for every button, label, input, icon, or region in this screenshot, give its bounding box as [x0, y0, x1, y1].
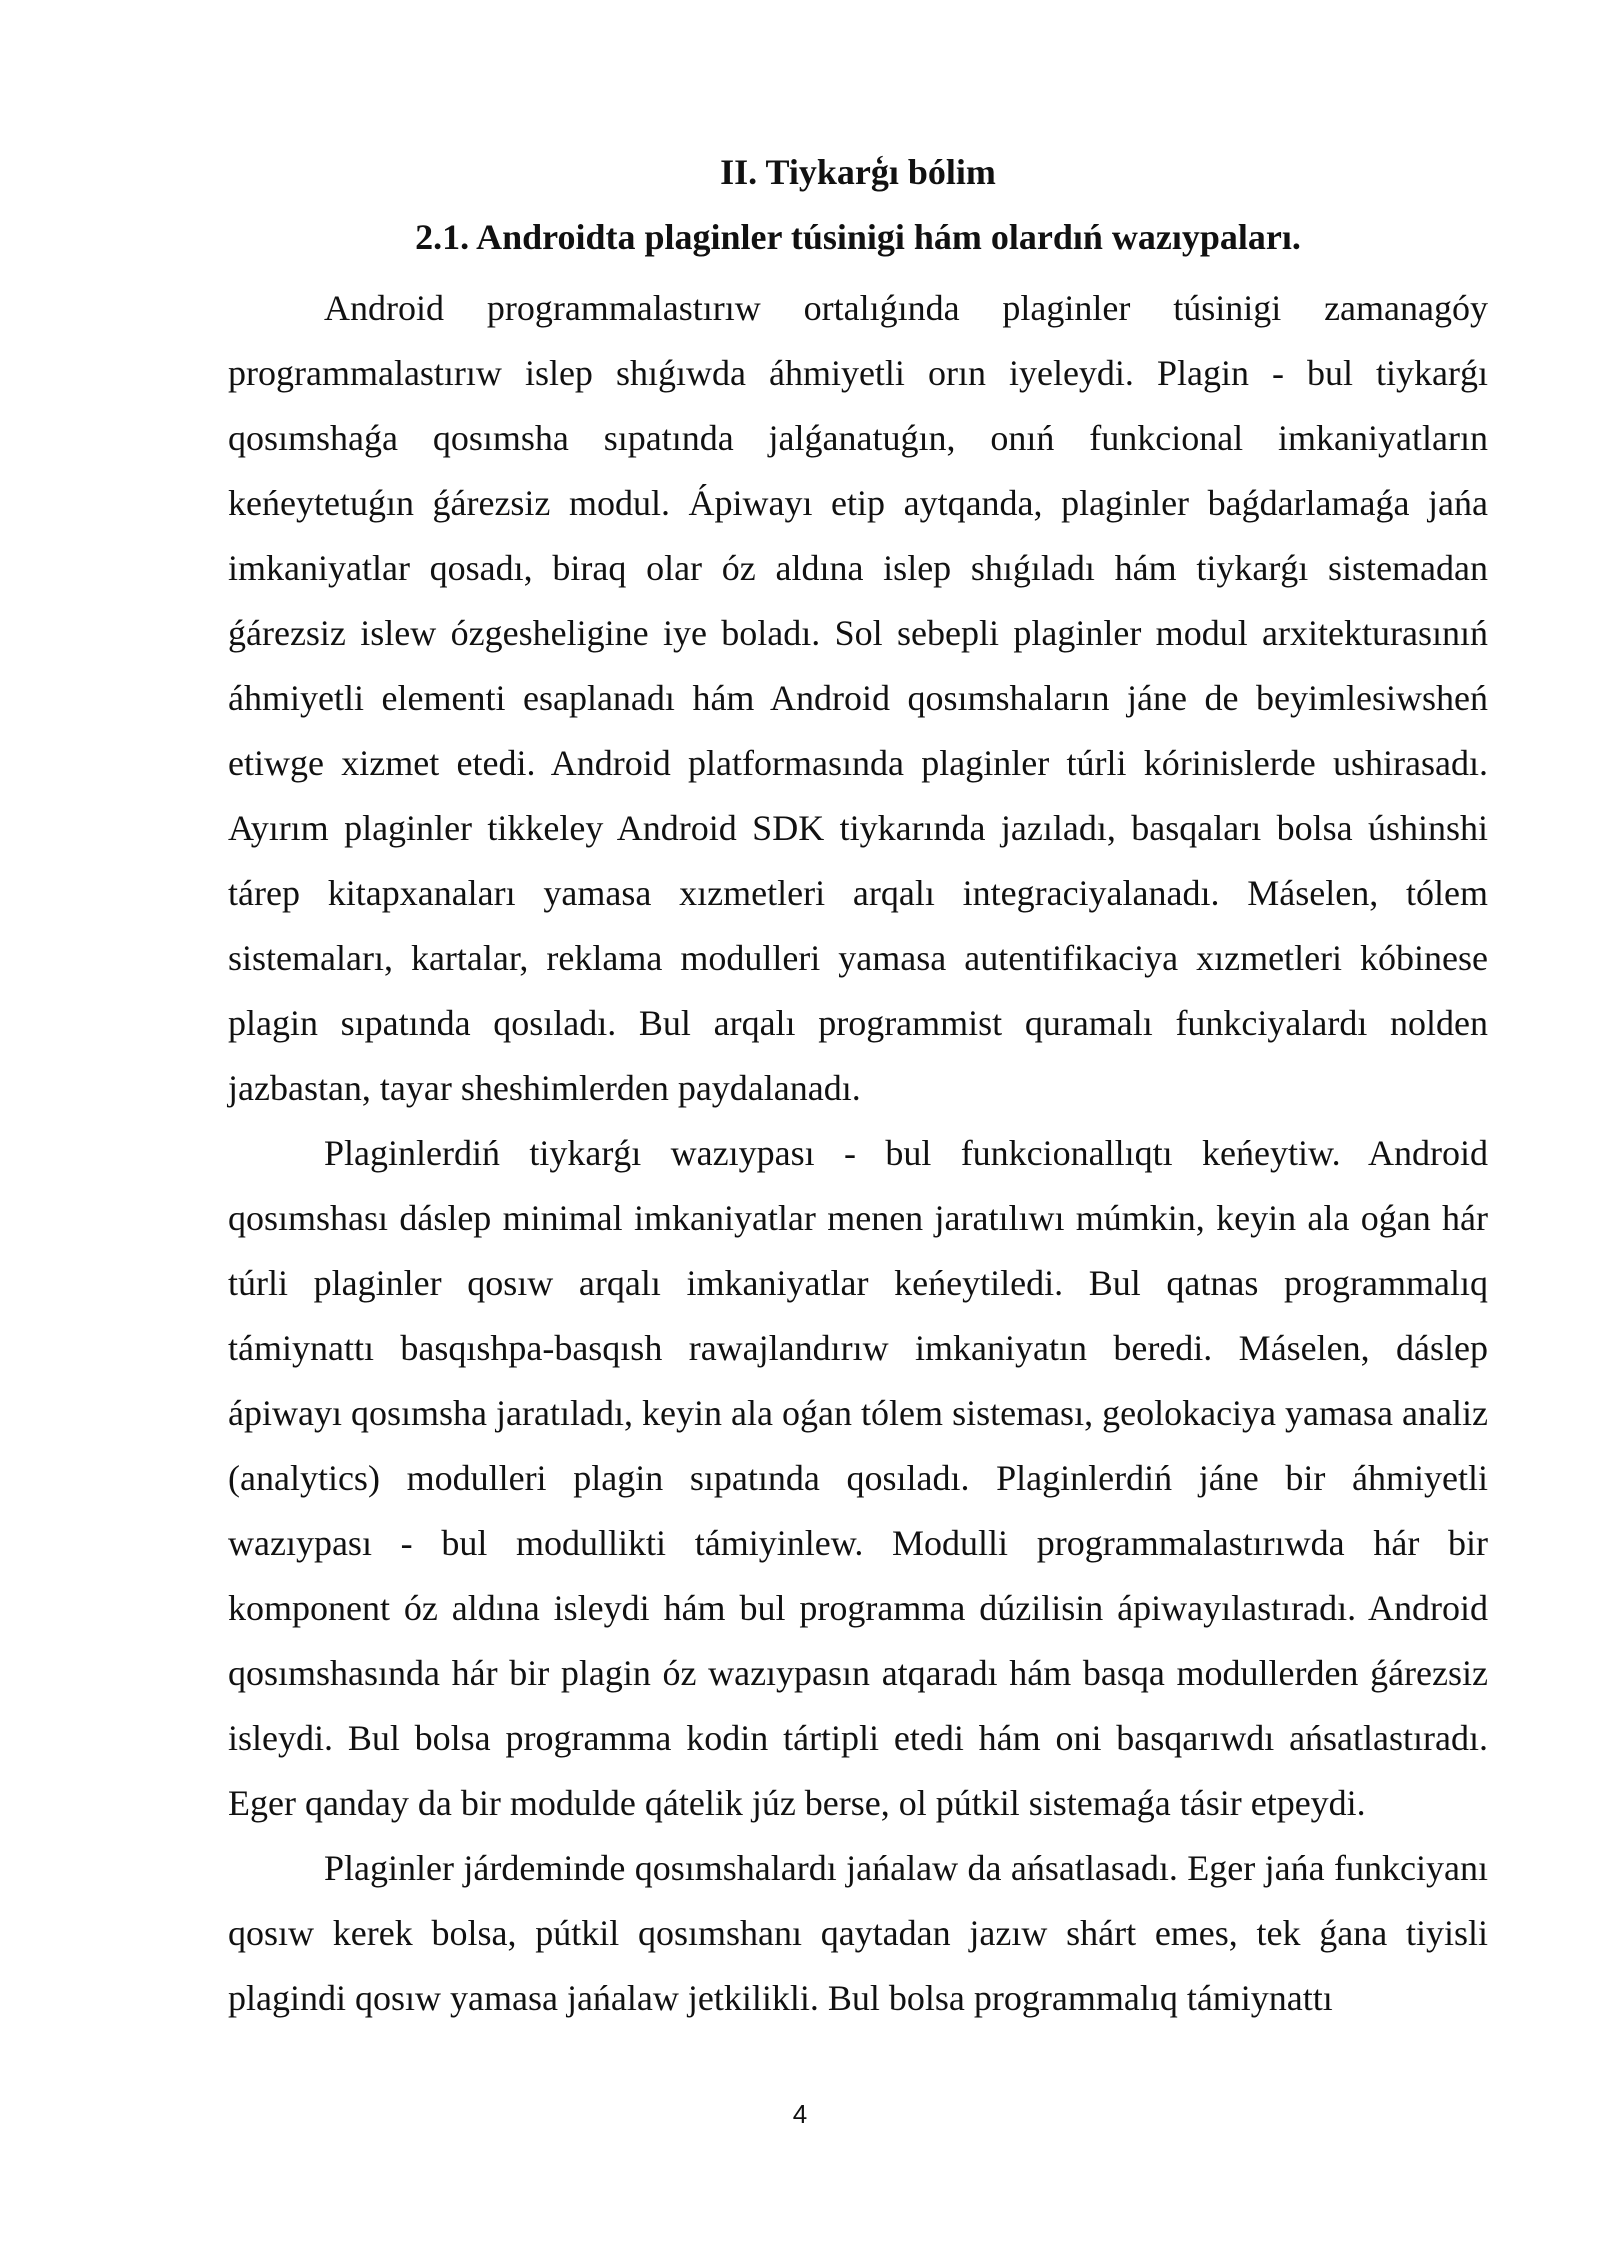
page-number: 4	[792, 2099, 808, 2129]
body-text	[228, 276, 1488, 2031]
paragraph-3: Plaginler járdeminde qosımshalardı jańalaw da ańsatlasadı. Eger jańa funkciyanı qosıw kerek bolsa, pútkil qosımshanı qaytadan jazıw shárt emes, tek ǵana tiyisli plagindi qosıw yamasa jańalaw jetkilikli. Bul bolsa programmalıq támiynattı	[228, 1848, 1488, 2018]
section-heading: 2.1. Androidta plaginler túsinigi hám olardıń wazıypaları.	[415, 217, 1301, 257]
paragraph-1: Android programmalastırıw ortalıǵında plaginler túsinigi zamanagóy programmalastırıw islep shıǵıwda áhmiyetli orın iyeleydi. Plagin - bul tiykarǵı qosımshaǵa qosımsha sıpatında jalǵanatuǵın, onıń funkcional imkaniyatların keńeytetuǵın ǵárezsiz modul. Ápiwayı etip aytqanda, plaginler baǵdarlamaǵa jańa imkaniyatlar qosadı, biraq olar óz aldına islep shıǵıladı hám tiykarǵı sistemadan ǵárezsiz islew ózgesheligine iye boladı. Sol sebepli plaginler modul arxitekturasınıń áhmiyetli elementi esaplanadı hám Android qosımshaların jáne de beyimlesiwsheń etiwge xizmet etedi. Android platformasında plaginler túrli kórinislerde ushirasadı. Ayırım plaginler tikkeley Android SDK tiykarında jazıladı, basqaları bolsa úshinshi tárep kitapxanaları yamasa xızmetleri arqalı integraciyalanadı. Máselen, tólem sistemaları, kartalar, reklama modulleri yamasa autentifikaciya xızmetleri kóbinese plagin sıpatında qosıladı. Bul arqalı programmist quramalı funkciyalardı nolden jazbastan, tayar sheshimlerden paydalanadı.	[228, 288, 1488, 1108]
paragraph-2: Plaginlerdiń tiykarǵı wazıypası - bul funkcionallıqtı keńeytiw. Android qosımshası dáslep minimal imkaniyatlar menen jaratılıwı múmkin, keyin ala oǵan hár túrli plaginler qosıw arqalı imkaniyatlar keńeytiledi. Bul qatnas programmalıq támiynattı basqıshpa-basqısh rawajlandırıw imkaniyatın beredi. Máselen, dáslep ápiwayı qosımsha jaratıladı, keyin ala oǵan tólem sisteması, geolokaciya yamasa analiz (analytics) modulleri plagin sıpatında qosıladı. Plaginlerdiń jáne bir áhmiyetli wazıypası - bul modullikti támiyinlew. Modulli programmalastırıwda hár bir komponent óz aldına isleydi hám bul programma dúzilisin ápiwayılastıradı. Android qosımshasında hár bir plagin óz wazıypasın atqaradı hám basqa modullerden ǵárezsiz isleydi. Bul bolsa programma kodin tártipli etedi hám oni basqarıwdı ańsatlastıradı. Eger qanday da bir modulde qátelik júz berse, ol pútkil sistemaǵa tásir etpeydi.	[228, 1133, 1488, 1823]
part-heading: II. Tiykarģı bólim	[720, 152, 996, 192]
